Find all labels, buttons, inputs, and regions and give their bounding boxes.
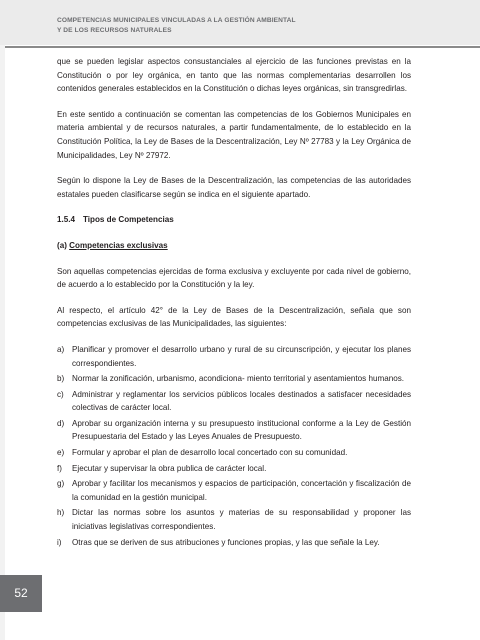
subsection-prefix: (a) [57,240,67,250]
list-item-marker: g) [57,479,65,489]
list-item-text: Planificar y promover el desarrollo urbano y rural de su circunscripción, y ejecutar los planes correspondientes. [72,344,411,368]
paragraph-2: En este sentido a continuación se comentan las competencias de los Gobiernos Municipales en materia ambiental y de recursos naturales, a partir fundamentalmente, de lo establecido en la Constitución Política, la Ley de Bases de la Descentralización, Ley Nº 27783 y la Ley Orgánica de Municipalidades, Ley Nº 27972. [57,109,411,160]
list-item-text: Administrar y reglamentar los servicios públicos locales destinados a satisfacer necesidades colectivas de carácter local. [72,389,411,413]
list-item [57,506,411,533]
section-title: Tipos de Competencias [83,215,174,225]
running-header [57,16,457,35]
section-number: 1.5.4 [57,215,76,225]
list-item [57,462,411,476]
list-item-text: Ejecutar y supervisar la obra publica de carácter local. [72,463,267,473]
paragraph-3: Según lo dispone la Ley de Bases de la Descentralización, las competencias de las autoridades estatales pueden clasificarse según se indica en el siguiente apartado. [57,176,411,199]
paragraph-4: Son aquellas competencias ejercidas de forma exclusiva y excluyente por cada nivel de gobierno, de acuerdo a lo establecido por la Constitución y la ley. [57,266,411,290]
subsection-heading [57,239,411,253]
page-body [57,55,411,551]
list-item-marker: c) [57,389,64,399]
list-item [57,388,411,415]
list-item-text: Normar la zonificación, urbanismo, acondiciona- miento territorial y asentamientos humanos. [72,374,404,384]
list-item [57,372,411,386]
page-number: 52 [0,575,42,612]
list-item-marker: h) [57,508,65,518]
left-margin-strip [0,45,5,640]
list-item-text: Dictar las normas sobre los asuntos y materias de su responsabilidad y proponer las iniciativas legislativas correspondientes. [72,508,411,532]
list-item-text: Aprobar y facilitar los mecanismos y espacios de participación, concertación y fiscalización de la comunidad en la gestión municipal. [72,479,411,502]
list-item [57,343,411,370]
list-item-marker: d) [57,418,65,428]
list-item [57,536,411,550]
list-item [57,477,411,504]
list-item-text: Formular y aprobar el plan de desarrollo local concertado con su comunidad. [72,448,348,458]
subsection-title: Competencias exclusivas [69,240,168,250]
running-header-line-1: COMPETENCIAS MUNICIPALES VINCULADAS A LA GESTIÓN AMBIENTAL [57,17,296,24]
list-item-marker: b) [57,374,65,384]
paragraph-5: Al respecto, el artículo 42° de la Ley de Bases de la Descentralización, señala que son competencias exclusivas de las Municipalidades, las siguientes: [57,305,411,329]
list-item [57,446,411,460]
paragraph-1: que se pueden legislar aspectos consustanciales al ejercicio de las funciones previstas en la Constitución o por ley orgánica, en tanto que las normas complementarias desarrollen los contenidos generales establecidos en la Constitución o dichas leyes orgánicas, sin transgredirlas. [57,57,411,94]
list-item-marker: i) [57,537,62,547]
list-item-marker: f) [57,463,62,473]
header-divider [0,46,480,48]
list-item-marker: e) [57,448,65,458]
list-item-text: Aprobar su organización interna y su presupuesto institucional conforme a la Ley de Gestión Presupuestaria del Estado y las Leyes Anuales de Presupuesto. [72,418,411,442]
list-item-text: Otras que se deriven de sus atribuciones y funciones propias, y las que señale la Ley. [72,537,380,547]
list-item-marker: a) [57,344,65,354]
running-header-line-2: Y DE LOS RECURSOS NATURALES [57,26,172,34]
section-heading [57,213,411,227]
competencies-list [57,343,411,549]
list-item [57,417,411,444]
